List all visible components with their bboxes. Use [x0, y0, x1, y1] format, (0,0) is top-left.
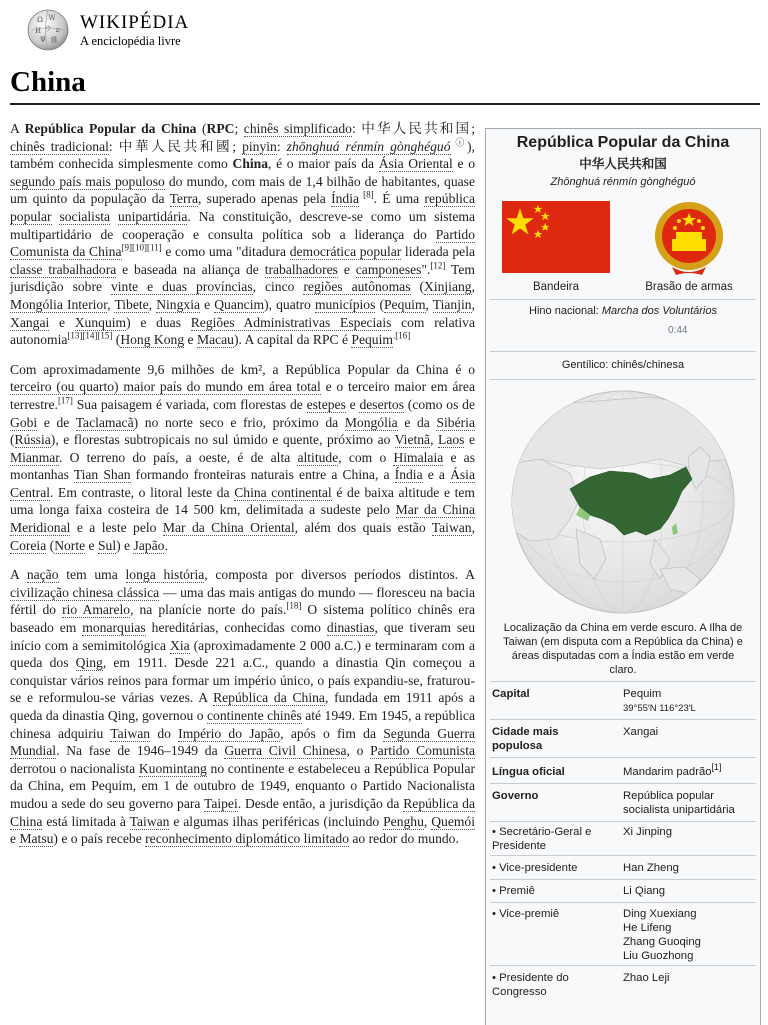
article-link[interactable]: zhōnghuá rénmín gònghéguó: [286, 138, 451, 154]
article-link[interactable]: nação: [26, 567, 59, 583]
article-link[interactable]: Pequim: [383, 296, 426, 312]
article-text: Sua paisagem é variada, com florestas de: [72, 396, 307, 412]
audio-time: 0:44: [668, 325, 688, 336]
reference-link[interactable]: ⓘ: [450, 137, 468, 148]
svg-text:И: И: [34, 27, 42, 35]
article-text: e baseada na aliança de: [116, 261, 265, 277]
reference-link[interactable]: [8]: [359, 189, 374, 200]
infobox-divider: [490, 783, 756, 784]
infobox-divider: [490, 821, 756, 822]
infobox-divider: [490, 902, 756, 903]
bold-text: República Popular da China: [24, 121, 197, 136]
article-text: derrotou o nacionalista: [10, 760, 139, 776]
article-link[interactable]: Império do Japão: [178, 725, 281, 741]
article-link[interactable]: chinês tradicional: [10, 138, 109, 154]
article-text: . Em contraste, o litoral leste da: [50, 484, 235, 500]
article-text: ). A capital da RPC é: [233, 332, 352, 348]
article-text: liderada pela: [401, 244, 476, 260]
article-link[interactable]: civilização chinesa clássica: [10, 584, 160, 600]
article-link[interactable]: camponeses: [355, 261, 422, 277]
article-text: (: [375, 296, 384, 312]
article-text: , que tiveram seu início com a semimitológica: [10, 620, 476, 653]
article-link[interactable]: socialista: [59, 208, 111, 224]
bold-text: China: [232, 156, 269, 172]
article-link[interactable]: Himalaia: [393, 449, 444, 465]
article-link[interactable]: Xangai: [10, 314, 50, 330]
coat-of-arms-emblem[interactable]: [652, 199, 726, 277]
article-link[interactable]: longa história: [125, 567, 205, 583]
article-text: hereditárias, conhecidas como: [145, 620, 327, 636]
article-link[interactable]: Coreia: [10, 537, 47, 553]
map-caption: Localização da China em verde escuro. A Ilha de Taiwan (em disputa com a República da China) e áreas disputadas com a Índia estão em verde claro.: [503, 622, 743, 676]
article-text: ), também conhecida simplesmente como: [10, 138, 475, 172]
article-text: [110, 209, 118, 224]
article-link[interactable]: Sibéria: [436, 414, 475, 430]
article-text: do mundo, com mais de 1,4 bilhão de habitantes, quase um quinto da população da: [10, 173, 475, 207]
article-text: ) e: [116, 537, 134, 553]
article-link[interactable]: Partido Comunista: [370, 743, 475, 759]
article-link[interactable]: Ningxia: [156, 296, 200, 312]
infobox-romanization: Zhōnghuá rénmín gònghéguó: [550, 176, 696, 188]
svg-text:Ω: Ω: [37, 16, 43, 24]
article-link[interactable]: Gobi: [10, 414, 38, 430]
wikipedia-wordmark[interactable]: WIKIPÉDIA: [80, 12, 190, 33]
china-flag-image[interactable]: [500, 201, 612, 273]
article-link[interactable]: Kuomintang: [138, 760, 207, 776]
bold-text: RPC: [206, 121, 235, 136]
anthem-link[interactable]: Marcha dos Voluntários: [601, 305, 717, 317]
article-link[interactable]: Mianmar: [10, 449, 60, 465]
capital-coordinates[interactable]: 39°55′N 116°23′L: [623, 703, 696, 714]
article-link[interactable]: Xunquim: [74, 314, 127, 330]
article-link[interactable]: Guerra Civil Chinesa: [224, 743, 347, 759]
article-link[interactable]: Matsu: [19, 831, 54, 847]
article-link[interactable]: Pequim: [351, 332, 393, 348]
infobox-divider: [490, 299, 756, 300]
infobox-value[interactable]: Li Qiang: [623, 885, 666, 897]
svg-text:ウ: ウ: [44, 25, 52, 33]
article-link[interactable]: Segunda Guerra Mundial: [10, 725, 476, 759]
article-body: [10, 120, 475, 860]
article-text: A: [10, 567, 27, 583]
article-link[interactable]: Ásia Central: [10, 467, 475, 500]
article-text: , além dos quais estão: [294, 520, 432, 536]
article-link[interactable]: Taiwan: [431, 520, 472, 536]
infobox-value: [623, 687, 755, 716]
reference-link[interactable]: [9][10][11]: [121, 242, 162, 253]
article-text: ,: [425, 296, 433, 312]
anthem-line: [486, 305, 760, 317]
article-text: ,: [107, 296, 115, 312]
article-text: e: [464, 432, 476, 448]
infobox-divider: [490, 351, 756, 352]
article-link[interactable]: Mongólia Interior: [10, 296, 108, 312]
infobox-value[interactable]: República popular socialista unipartidária: [623, 790, 735, 816]
location-map-globe[interactable]: [510, 389, 736, 615]
article-text: e a: [422, 467, 451, 483]
article-link[interactable]: república popular: [10, 191, 475, 224]
article-text: Com aproximadamente 9,6 milhões de km², a República Popular da China é o: [10, 361, 475, 377]
article-text: com relativa autonomia: [10, 314, 475, 348]
svg-text:W: W: [48, 14, 56, 22]
article-link[interactable]: Índia: [331, 191, 360, 207]
article-text: e: [337, 261, 356, 277]
article-link[interactable]: Partido Comunista da China: [10, 226, 475, 260]
article-link[interactable]: vinte e duas províncias: [110, 279, 253, 295]
article-text: e: [85, 537, 98, 553]
audio-player[interactable]: [496, 322, 696, 340]
infobox-divider: [490, 855, 756, 856]
article-text: e: [345, 396, 360, 412]
infobox-key: Capital: [492, 688, 530, 700]
reference-link[interactable]: [12]: [430, 260, 446, 271]
article-text: e o terceiro maior em área terrestre.: [10, 379, 476, 412]
title-divider: [10, 103, 760, 105]
infobox-divider: [490, 879, 756, 880]
article-link[interactable]: altitude: [297, 449, 339, 465]
reference-link[interactable]: .[16]: [392, 330, 411, 341]
article-text: , cinco: [252, 279, 304, 295]
article-text: ) e o país recebe: [53, 831, 146, 847]
demonym-line: [486, 359, 760, 371]
article-text: , em 1911. Desde 221 a.C., quando a dinastia Qin começou a conquistar vários reinos para formar um império único, o país expandiu-se, fraturou-se e reformulou-se várias vezes. A: [10, 655, 476, 706]
article-text: (: [46, 537, 55, 553]
article-link[interactable]: Qing: [75, 655, 103, 671]
article-text: no continente e estabeleceu a República Popular da China, em Pequim, em 1 de outubro de 1949, enquanto o Partido Nacionalista mudou a sede do seu governo para: [10, 760, 476, 811]
infobox-divider: [490, 681, 756, 682]
article-text: ,: [423, 813, 432, 829]
article-text: e o: [452, 156, 475, 172]
infobox-value: [623, 762, 755, 779]
article-text: , com o: [338, 449, 394, 465]
article-text: do: [150, 725, 179, 741]
article-link[interactable]: continente chinês: [207, 708, 302, 723]
article-link[interactable]: regiões autônomas: [303, 279, 411, 295]
article-text: tem uma: [58, 567, 126, 583]
article-link[interactable]: Laos: [438, 432, 465, 448]
article-link[interactable]: Terra: [169, 191, 199, 207]
article-link[interactable]: China continental: [234, 484, 332, 500]
article-link[interactable]: Xinjiang: [424, 279, 472, 295]
article-link[interactable]: reconhecimento diplomático limitado: [145, 831, 349, 847]
article-text: , na planície norte do país.: [130, 602, 287, 618]
article-text: e: [10, 831, 20, 847]
article-link[interactable]: Xia: [170, 637, 190, 653]
article-text: , o: [346, 743, 371, 759]
article-link[interactable]: Mongólia: [344, 414, 398, 430]
article-link[interactable]: Tian Shan: [73, 467, 131, 483]
article-text: ), quatro: [264, 296, 315, 312]
article-text: ".: [421, 261, 431, 277]
article-text: . O terreno do país, a oeste, é de alta: [59, 449, 298, 465]
article-link[interactable]: desertos: [359, 396, 405, 412]
article-text: (: [112, 332, 121, 348]
article-paragraph-history: [10, 566, 475, 848]
article-text: e: [49, 314, 75, 330]
article-link[interactable]: classe trabalhadora: [10, 261, 117, 277]
reference-link[interactable]: [13][14][15]: [67, 330, 113, 341]
article-text: , após o fim da: [280, 725, 384, 741]
article-link[interactable]: Quemói: [431, 813, 475, 829]
article-text: ), e florestas subtropicais no sul úmido e quente, próximo ao: [50, 432, 395, 448]
article-text: e: [184, 332, 197, 348]
article-link[interactable]: Quancim: [214, 296, 265, 312]
infobox-divider: [490, 719, 756, 720]
article-text: formando fronteiras naturais entre a China, a: [130, 467, 395, 483]
coat-of-arms-caption[interactable]: Brasão de armas: [645, 281, 733, 293]
article-text: (aproximadamente 2 000 a.C.) e terminaram com a queda dos: [10, 637, 475, 671]
article-text: Tem jurisdição sobre: [10, 261, 475, 295]
language-link[interactable]: Mandarim padrão: [623, 766, 712, 778]
article-text: e algumas ilhas periféricas (incluindo: [169, 813, 384, 829]
wikipedia-tagline: A enciclopédia livre: [80, 34, 181, 48]
article-link[interactable]: dinastias: [326, 620, 375, 636]
article-text: ,: [148, 296, 157, 312]
article-text: e a leste pelo: [70, 520, 163, 536]
flag-caption[interactable]: Bandeira: [532, 281, 580, 293]
article-text: está limitada à: [42, 813, 130, 829]
article-text: . Desde então, a jurisdição da: [237, 795, 404, 811]
article-link[interactable]: estepes: [306, 396, 346, 412]
article-link[interactable]: Taiwan: [129, 813, 170, 829]
infobox-value[interactable]: Xangai: [623, 726, 659, 738]
article-link[interactable]: unipartidária: [117, 208, 188, 224]
svg-text:ש: ש: [55, 26, 61, 34]
article-text: e as montanhas: [10, 449, 476, 483]
article-text: , é o maior país da: [268, 156, 379, 172]
article-link[interactable]: República da China: [10, 795, 475, 829]
article-text: e como uma "ditadura: [161, 244, 290, 260]
infobox-divider: [490, 379, 756, 380]
article-link[interactable]: Norte: [54, 537, 86, 553]
infobox-key: Língua oficial: [492, 766, 565, 778]
article-link[interactable]: segundo país mais populoso: [10, 173, 165, 189]
article-link[interactable]: Índia: [394, 467, 423, 483]
article-link[interactable]: Taiwan: [110, 725, 151, 741]
page-title: China: [10, 66, 86, 98]
article-text: ao redor do mundo.: [349, 831, 459, 847]
infobox-key: Cidade mais populosa: [492, 726, 559, 752]
article-text: ,: [430, 432, 439, 448]
reference-link[interactable]: [18]: [286, 600, 302, 611]
article-link[interactable]: rio Amarelo: [62, 602, 131, 618]
svg-text:Ψ: Ψ: [39, 36, 47, 44]
article-text: , composta por diversos períodos distintos. A: [204, 567, 475, 583]
article-text: (como os de: [404, 396, 475, 412]
infobox-value[interactable]: Xi Jinping: [623, 826, 672, 838]
article-link[interactable]: Regiões Administrativas Especiais: [190, 314, 392, 330]
svg-text:維: 維: [50, 36, 58, 44]
article-text: , fundada em 1911 após a queda da dinastia Qing, governou o: [10, 690, 475, 723]
infobox-value[interactable]: Han Zheng: [623, 862, 679, 874]
infobox-key[interactable]: • Presidente do Congresso: [492, 972, 569, 998]
article-link[interactable]: Penghu: [383, 813, 424, 829]
article-link[interactable]: pinyin: [242, 138, 277, 154]
article-text: . É uma: [373, 191, 425, 207]
article-text: e de: [37, 414, 76, 430]
wikipedia-globe-logo[interactable]: [26, 8, 70, 52]
infobox-value[interactable]: Ding Xuexiang He Lifeng Zhang Guoqing Liu Guozhong: [623, 908, 701, 962]
infobox-key[interactable]: • Secretário-Geral e Presidente: [492, 826, 592, 852]
article-link[interactable]: Taipei: [203, 795, 238, 811]
demonym-label[interactable]: Gentílico:: [561, 359, 609, 371]
article-text: ,: [471, 279, 475, 295]
reference-link[interactable]: [1]: [711, 762, 722, 773]
infobox-native-name: 中华人民共和国: [579, 157, 667, 171]
article-text: e: [200, 296, 215, 312]
article-text: : 中华人民共和国;: [351, 121, 475, 136]
article-link[interactable]: Ásia Oriental: [378, 156, 453, 172]
article-text: — uma das mais antigas do mundo — floresceu na bacia fértil do: [10, 584, 475, 618]
article-link[interactable]: monarquias: [82, 620, 146, 636]
article-text: , superado apenas pela: [198, 191, 332, 207]
article-text: : 中華人民共和國;: [108, 138, 243, 154]
demonym-value: chinês/chinesa: [611, 359, 685, 371]
article-text: ) e duas: [126, 314, 191, 330]
article-link[interactable]: Hong Kong: [120, 332, 185, 348]
article-link[interactable]: Mar da China Oriental: [162, 520, 295, 536]
article-text: é de baixa altitude e tem uma longa faixa costeira de 14 500 km, delimitada a sudeste pelo: [10, 484, 476, 518]
article-text: e da: [397, 414, 437, 430]
article-text: até 1949. Em 1945, a república chinesa adquiriu: [10, 708, 475, 741]
article-text: :: [276, 138, 287, 154]
article-link[interactable]: Sul: [97, 537, 117, 553]
article-text: (: [10, 432, 15, 448]
article-text: ) no norte seco e frio, próximo da: [133, 414, 345, 430]
article-link[interactable]: Macau: [196, 332, 234, 348]
article-text: (: [410, 279, 425, 295]
article-paragraph-geography: [10, 361, 475, 555]
article-text: ,: [471, 520, 476, 536]
article-link[interactable]: Rússia: [14, 432, 51, 448]
article-text: . Na constituição, descreve-se como um sistema multipartidário de cooperação e consulta política sob a liderança do: [10, 208, 475, 242]
infobox-key[interactable]: • Vice-presidente: [492, 862, 578, 874]
article-link[interactable]: República da China: [213, 690, 325, 706]
article-link[interactable]: Tianjin: [432, 296, 472, 312]
infobox: [485, 128, 761, 1025]
article-text: .: [164, 537, 168, 553]
article-link[interactable]: municípios: [314, 296, 376, 312]
article-link[interactable]: chinês simplificado: [243, 121, 352, 136]
article-link[interactable]: democrática popular: [289, 244, 402, 260]
infobox-key: Governo: [492, 790, 539, 802]
article-link[interactable]: Taclamacã: [75, 414, 134, 430]
infobox-divider: [490, 965, 756, 966]
article-link[interactable]: Mar da China Meridional: [10, 502, 475, 536]
infobox-divider: [490, 757, 756, 758]
article-text: (: [196, 121, 207, 136]
infobox-value[interactable]: Zhao Leji: [623, 972, 670, 984]
article-text: O sistema político chinês era baseado em: [10, 602, 476, 636]
article-text: . Na fase de 1946–1949 da: [56, 743, 225, 759]
article-link[interactable]: Vietnã: [394, 432, 431, 448]
capital-link[interactable]: Pequim: [623, 688, 662, 700]
article-link[interactable]: Japão: [133, 537, 165, 553]
infobox-key[interactable]: • Premiê: [492, 885, 535, 897]
article-link[interactable]: trabalhadores: [264, 261, 338, 277]
anthem-label: Hino nacional:: [529, 305, 599, 317]
article-link[interactable]: terceiro (ou quarto) maior país do mundo em área total: [10, 379, 321, 395]
article-text: A: [10, 121, 25, 136]
infobox-key[interactable]: • Vice-premiê: [492, 908, 560, 920]
reference-link[interactable]: [17]: [57, 395, 73, 406]
infobox-title: República Popular da China: [516, 134, 730, 151]
article-paragraph-intro: [10, 120, 475, 349]
article-text: ;: [234, 121, 244, 136]
article-link[interactable]: Tibete: [114, 296, 149, 312]
article-text: ,: [471, 296, 475, 312]
